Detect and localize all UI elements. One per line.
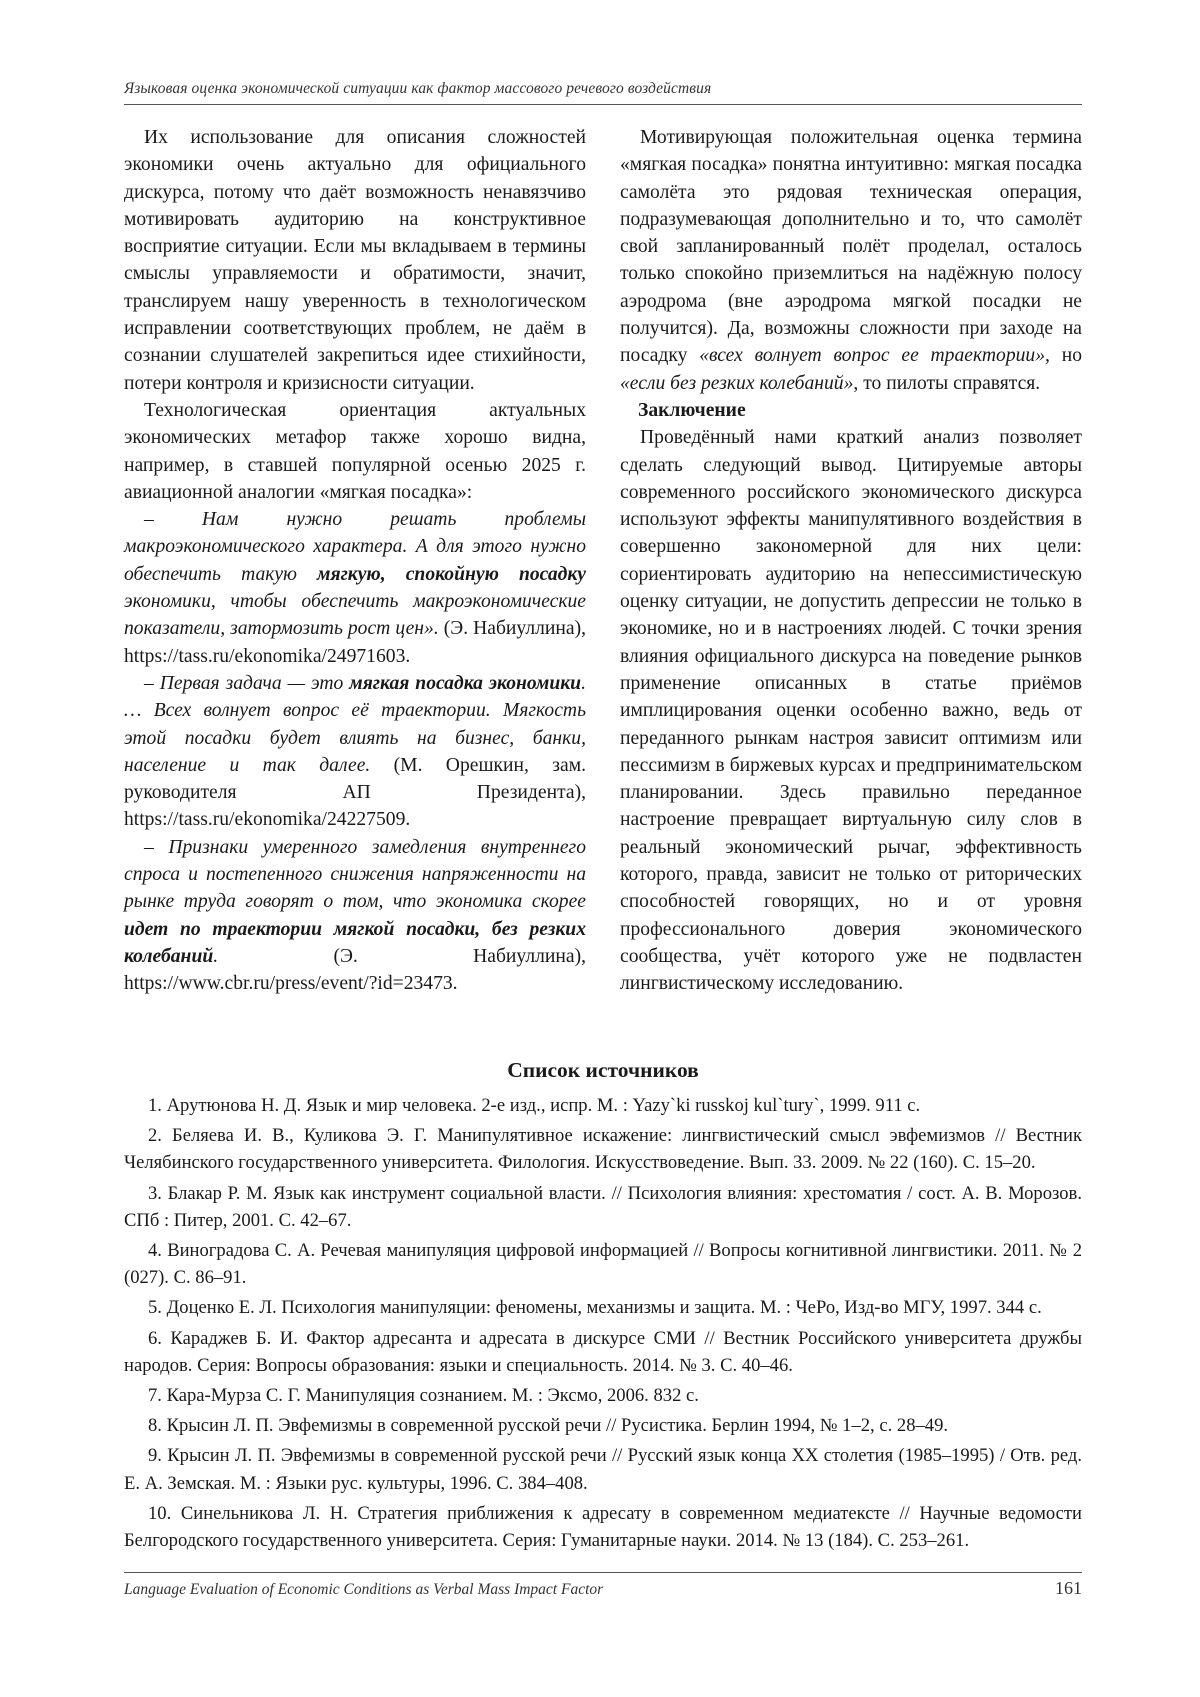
paragraph: Их использование для описания сложностей экономики очень актуально для официального дискурса, потому что даёт возможность ненавязчиво мотивировать аудиторию на конструктивное восприятие ситуации. Если мы вкладываем в термины смыслы управляемости и обратимости, значит, транслируем нашу уверенность в технологическом исправлении соответствующих проблем, не даём в сознании слушателей закрепиться идее стихийности, потери контроля и кризисности ситуации. [124,127,586,394]
references-title: Список источников [507,1058,699,1082]
header-rule [124,104,1082,105]
quote-2 [124,670,586,834]
paragraph-text: , но [1045,345,1082,367]
reference-item: 1. Арутюнова Н. Д. Язык и мир человека. 2-е изд., испр. М. : Yazy`ki russkoj kul`tury`, 1999. 911 с. [148,1095,921,1116]
paragraph: Проведённый нами краткий анализ позволяет сделать следующий вывод. Цитируемые авторы современного российского экономического дискурса используют эффекты манипулятивного воздействия в совершенно закономерной для них цели: сориентировать аудиторию на непессимистическую оценку ситуации, не допустить депрессии не только в экономике, но и в настроениях людей. С точки зрения влияния официального дискурса на поведение рынков применение описанных в статье приёмов имплицирования оценки особенно важно, ведь от переданного рынкам настроя зависит оптимизм или пессимизм в биржевых курсах и предпринимательском планировании. Здесь правильно переданное настроение превращает виртуальную силу слов в реальный экономический рычаг, эффективность которого, правда, зависит не только от риторических способностей говорящих, но и от уровня профессионального доверия экономического сообщества, учёт которого уже не подвластен лингвистическому исследованию. [620,427,1082,995]
reference-item: 8. Крысин Л. П. Эвфемизмы в современной русской речи // Русистика. Берлин 1994, № 1–2, с. 28–49. [148,1415,949,1437]
right-column [620,124,1082,998]
paragraph-text: , то пилоты справятся. [853,372,1041,394]
reference-item: 7. Кара-Мурза С. Г. Манипуляция сознанием. М. : Эксмо, 2006. 832 с. [148,1385,699,1407]
quote-source: (Э. Набиуллина), https://www.cbr.ru/press/event/?id=23473. [124,945,586,995]
footer-rule [124,1572,1082,1573]
inline-quote: «всех волнует вопрос ее траектории» [699,345,1046,367]
paragraph-text: Мотивирующая положительная оценка термина «мягкая посадка» понятна интуитивно: мягкая посадка самолёта это рядовая техническая операция, подразумевающая дополнительно и то, что самолёт свой запланированный полёт проделал, осталось только спокойно приземлиться на надёжную полосу аэродрома (вне аэродрома мягкой посадки не получится). Да, возможны сложности при заходе на посадку [620,127,1082,367]
quote-text: . … Всех волнует вопрос её траектории. Мягкость этой посадки будет влиять на бизнес, банки, население и так далее. [124,672,586,776]
running-head: Языковая оценка экономической ситуации как фактор массового речевого воздействия [124,80,712,97]
quote-source: (Э. Набиуллина), https://tass.ru/ekonomika/24971603. [124,618,586,667]
quote-emphasis: идет по траектории мягкой посадки, без резких колебаний [124,918,586,967]
reference-item: 5. Доценко Е. Л. Психология манипуляции: феномены, механизмы и защита. М. : ЧеРо, Изд-во МГУ, 1997. 344 с. [148,1297,1042,1319]
paragraph [620,124,1082,397]
quote-emphasis: мягкую, спокойную посадку [317,563,586,585]
reference-item: 4. Виноградова С. А. Речевая манипуляция цифровой информацией // Вопросы когнитивной лингвистики. 2011. № 2 (027). С. 86–91. [124,1240,1082,1289]
reference-item: 3. Блакар Р. М. Язык как инструмент социальной власти. // Психология влияния: хрестоматия / сост. А. В. Морозов. СПб : Питер, 2001. С. 42–67. [124,1182,1082,1231]
paragraph: Технологическая ориентация актуальных экономических метафор также хорошо видна, например, в ставшей популярной осенью 2025 г. авиационной аналогии «мягкая посадка»: [124,399,586,503]
left-column [124,124,586,998]
quote-text: – Признаки умеренного замедления внутреннего спроса и постепенного снижения напряженности на рынке труда говорят о том, что экономика скорее [124,836,586,913]
quote-1 [124,506,586,670]
quote-3 [124,834,586,998]
references-list [124,1092,1082,1557]
conclusion-heading: Заключение [638,399,746,421]
quote-emphasis: мягкая посадка экономики [349,672,582,694]
reference-item: 10. Синельникова Л. Н. Стратегия приближения к адресату в современном медиатексте // Научные ведомости Белгородского государственного университета. Серия: Гуманитарные науки. 2014. № 13 (184). С. 253–261. [124,1502,1082,1552]
reference-item: 6. Караджев Б. И. Фактор адресанта и адресата в дискурсе СМИ // Вестник Российского университета дружбы народов. Серия: Вопросы образования: языки и специальность. 2014. № 3. С. 40–46. [124,1327,1082,1376]
quote-source: (М. Орешкин, зам. руководителя АП Президента), https://tass.ru/ekonomika/24227509. [124,754,586,831]
quote-text: . [213,945,219,967]
quote-text: – Первая задача — это [144,672,350,694]
quote-text: – Нам нужно решать проблемы макроэкономического характера. А для этого нужно обеспечить такую [124,509,586,585]
reference-item: 9. Крысин Л. П. Эвфемизмы в современной русской речи // Русский язык конца XX столетия (1985–1995) / Отв. ред. Е. А. Земская. М. : Языки рус. культуры, 1996. С. 384–408. [124,1445,1082,1494]
footer-title: Language Evaluation of Economic Conditions as Verbal Mass Impact Factor [124,1581,604,1598]
quote-text: экономики, чтобы обеспечить макроэкономические показатели, затормозить рост цен». [124,591,586,640]
inline-quote: «если без резких колебаний» [620,372,854,394]
page-number: 161 [1055,1578,1082,1598]
reference-item: 2. Беляева И. В., Куликова Э. Г. Манипулятивное искажение: лингвистический смысл эвфемизмов // Вестник Челябинского государственного университета. Филология. Искусствоведение. Вып. 33. 2009. № 22 (160). С. 15–20. [124,1125,1082,1174]
